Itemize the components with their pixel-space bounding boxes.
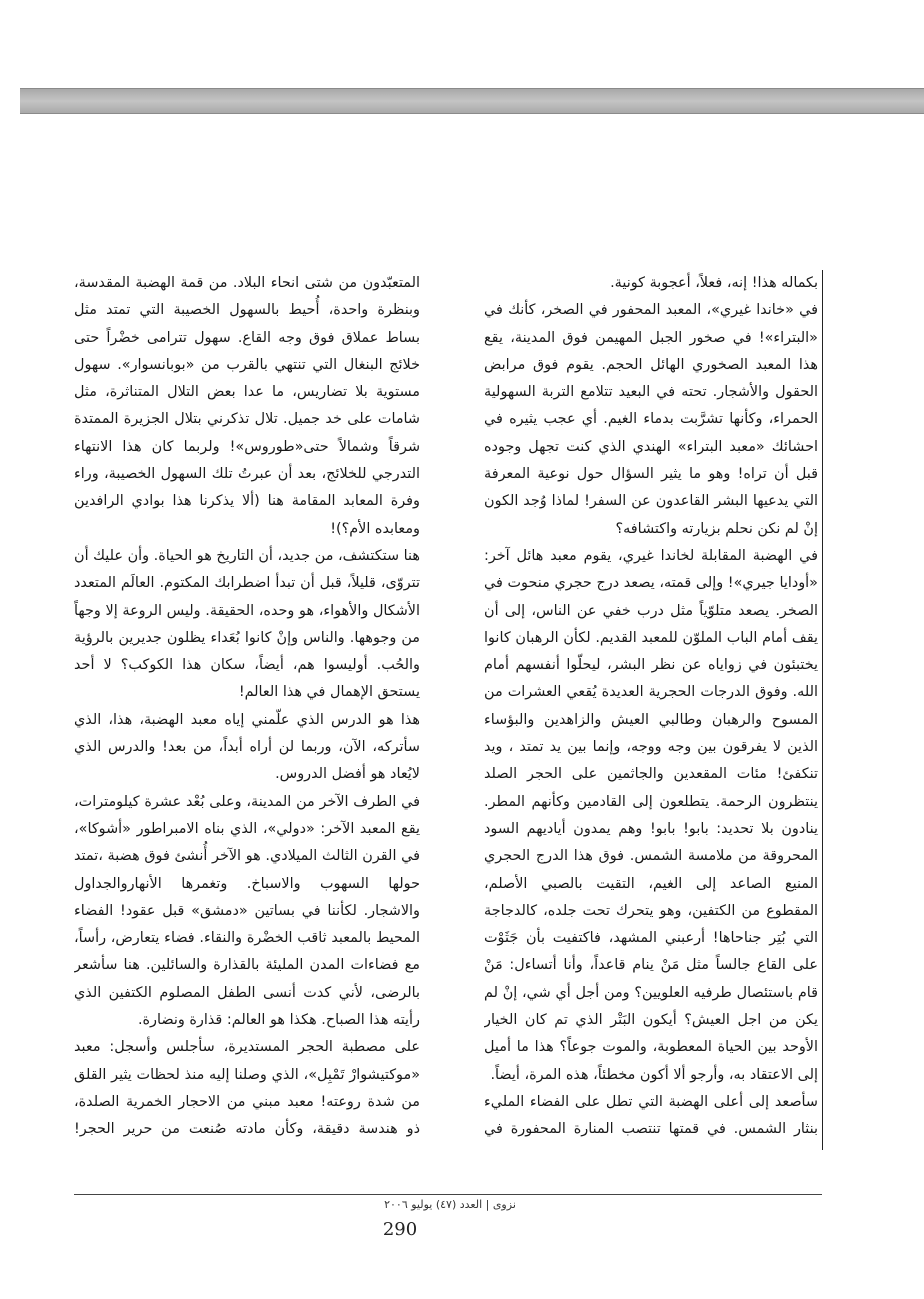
paragraph: سأصعد إلى أعلى الهضبة التي تطل على الفضاء المليء بنثار الشمس. في قمتها تنتصب المنارة المحفورة في <box>484 1093 818 1138</box>
paragraph: بكماله هذا! إنه، فعلاً، أعجوبة كونية. <box>610 275 818 291</box>
header-gray-band <box>20 88 924 114</box>
paragraph: في الطرف الآخر من المدينة، وعلى بُعْد عشرة كيلومترات، يقع المعبد الآخر: «دولي»، الذي بناه الامبراطور «أشوكا»، في القرن الثالث الميلادي. هو الآخر أُنشئ فوق هضبة ،تمتد حولها السهوب والاسباخ. وتغمرها الأنهاروالجداول والاشجار. لكأننا في بساتين «دمشق» قبل عقود! الفضاء المحيط بالمعبد ثاقب الخضْرة والنقاء. فضاء يتعارض، رأساً، مع فضاءات المدن المليئة بالقذارة والسائلين. هنا سأشعر بالرضى، لأني كدت أنسى الطفل المصلوم الكتفين الذي رأيته هذا الصباح. هكذا هو العالم: قذارة ونضارة. <box>74 793 420 1029</box>
paragraph: المتعبّدون من شتى انحاء البلاد. من قمة الهضبة المقدسة، وبنظرة واحدة، أُحيط بالسهول الخصيبة التي تمتد مثل بساط عملاق فوق وجه القاع. سهول تترامى خضْراً حتى خلائج البنغال التي تنتهي بالقرب من «بوبانسوار». سهول مستوية بلا تضاريس، ما عدا بعض التلال المتناثرة، مثل شامات على خد جميل. تلال تذكرني بتلال الجزيرة الممتدة شرقاً وشمالاً حتى«طوروس»! ولربما كان هذا الانتهاء التدرجي للخلائج، بعد أن عبرتُ تلك السهول الخصيبة، وراء وفرة المعابد المقامة هنا (ألا يذكرنا هذا بوادي الرافدين ومعابده الأم؟)! <box>74 275 420 537</box>
footer-divider <box>74 1194 822 1195</box>
article-column-right <box>484 270 823 1150</box>
paragraph: في الهضبة المقابلة لخاندا غيري، يقوم معبد هائل آخر: «أودايا جيري»! وإلى قمته، يصعد درج حجري منحوت في الصخر. يصعد متلوّياً مثل درب خفي عن الناس، إلى أن يقف أمام الباب الملوّن للمعبد القديم. لكأن الرهبان كانوا يختبئون في زواياه عن نظر البشر، ليحلّوا أنفسهم أمام الله. وفوق الدرجات الحجرية العديدة يُقعي العشرات من المسوح والرهبان وطالبي العيش والزاهدين والبؤساء الذين لا يفرقون بين وجه ووجه، وإنما بين يد تمتد ، ويد تنكفئ! مئات المقعدين والجاثمين على الحجر الصلد ينتظرون الرحمة. يتطلعون إلى القادمين وكأنهم المطر. ينادون بلا تحديد: بابو! بابو! وهم يمدون أياديهم السود المحروقة من ملامسة الشمس. فوق هذا الدرج الحجري المنيع الصاعد إلى الغيم، التقيت بالصبي الأصلم، المقطوع من الكتفين، وهو يتحرك تحت جلده، كالدجاجة التي بُتِر جناحاها! أرعبني المشهد، فاكتفيت بأن جَثَوْت على القاع جالساً مثل مَنْ ينام قاعداً، وأنا أتساءل: مَنْ قام باستئصال طرفيه العلويين؟ ومن أجل أي شي، إنْ لم يكن من اجل العيش؟ أيكون البَتْر الذي تم كان الخيار الأوحد بين الحياة المعطوبة، والموت جوعاً؟ هذا ما أميل إلى الاعتقاد به، وأرجو ألا أكون مخطئاً، هذه المرة، أيضاً. <box>484 547 818 1083</box>
issue-info: نزوى | العدد (٤٧) يوليو ٢٠٠٦ <box>384 1198 516 1211</box>
paragraph: في «خاندا غيري»، المعبد المحفور في الصخر، كأنك في «البتراء»! في صخور الجبل المهيمن فوق المدينة، يقع هذا المعبد الصخوري الهائل الحجم. يقوم فوق مرابض الحقول والأشجار. تحته في البعيد تتلامع التربة السهولية الحمراء، وكأنها تشرَّبت بدماء الغيم. أي عجب يثيره في احشائك «معبد البتراء» الهندي الذي كنت تجهل وجوده قبل أن تراه! وهو ما يثير السؤال حول نوعية المعرفة التي يدعيها البشر القاعدون عن السفر! لماذا وُجد الكون إنْ لم نكن نحلم بزيارته واكتشافه؟ <box>484 302 818 537</box>
paragraph: على مصطبة الحجر المستديرة، سأجلس وأسجل: معبد «موكتيشوارْ تَمْبِل»، الذي وصلنا إليه منذ لحظات يثير القلق من شدة روعته! معبد مبني من الاحجار الخمرية الصلدة، ذو هندسة دقيقة، وكأن مادته صُنعت من حرير الحجر! <box>74 1039 420 1138</box>
paragraph: هنا ستكتشف، من جديد، أن التاريخ هو الحياة. وأن عليك أن تتروّى، قليلاً، قبل أن تبدأ اضطرابك المكتوم. العالَم المتعدد الأشكال والأهواء، هو وحده، الحقيقة. وليس الروعة إلا وجهاً من وجوهها. والناس وإنْ كانوا بُعَداء يظلون جديرين بالرؤية والحُب. أوليسوا هم، أيضاً، سكان هذا الكوكب؟ لا أحد يستحق الإهمال في هذا العالم! <box>74 547 420 701</box>
paragraph: هذا هو الدرس الذي علّمني إياه معبد الهضبة، هذا، الذي سأتركه، الآن، وربما لن أراه أبداً، من بعد! والدرس الذي لايُعاد هو أفضل الدروس. <box>74 711 420 783</box>
page-number: 290 <box>382 1219 418 1240</box>
article-column-left <box>74 270 420 1150</box>
